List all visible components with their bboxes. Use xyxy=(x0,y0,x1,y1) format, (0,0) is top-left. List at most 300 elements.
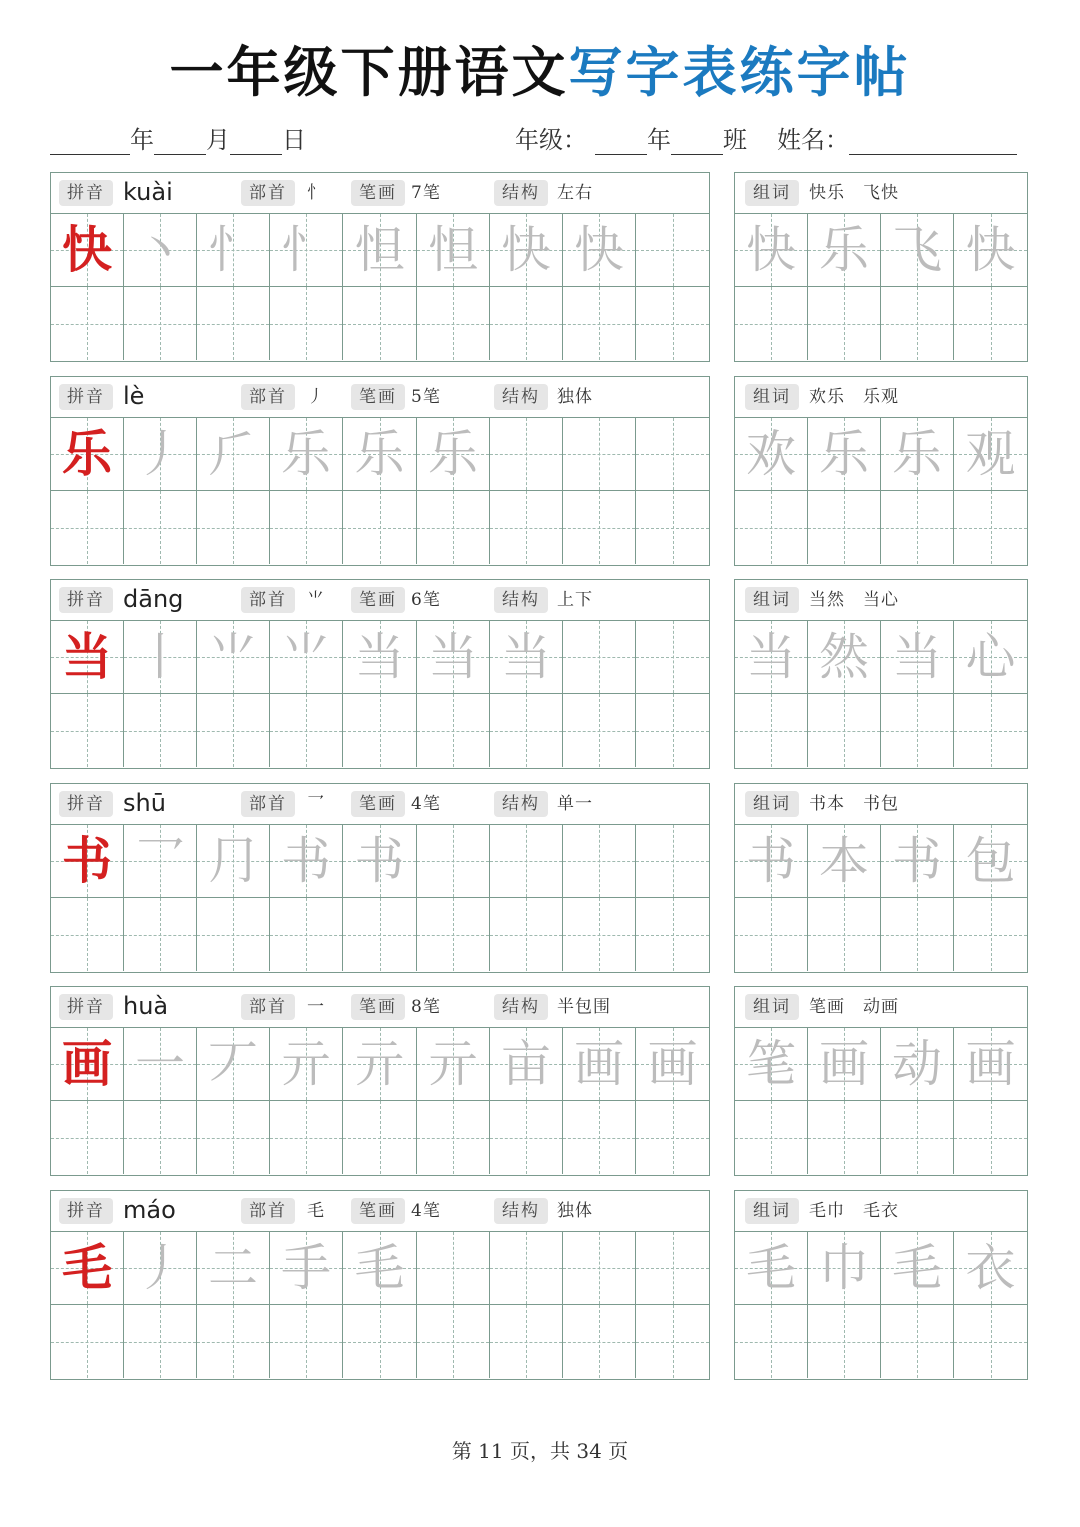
grid-cell[interactable] xyxy=(563,898,636,971)
trace-character: 当 xyxy=(428,628,478,686)
guide-line xyxy=(599,621,600,693)
guide-line xyxy=(917,287,918,360)
strokes-value: 4笔 xyxy=(411,794,441,814)
word-grid xyxy=(735,1232,1027,1379)
grid-cell[interactable] xyxy=(490,1101,563,1174)
guide-line xyxy=(306,287,307,360)
month-label: 月 xyxy=(206,126,230,154)
grid-cell[interactable] xyxy=(197,694,270,767)
pinyin-value: dāng xyxy=(123,585,184,613)
grid-cell[interactable] xyxy=(808,621,881,694)
trace-character: 巾 xyxy=(819,1239,869,1297)
grid-cell[interactable] xyxy=(563,621,636,694)
pinyin-tag: 拼音 xyxy=(59,791,113,817)
strokes-value: 4笔 xyxy=(411,1201,441,1221)
radical-tag: 部首 xyxy=(241,791,295,817)
grid-cell[interactable] xyxy=(343,214,417,287)
grid-cell[interactable] xyxy=(490,214,563,287)
student-fields xyxy=(515,120,1017,155)
grid-cell[interactable] xyxy=(124,1232,197,1305)
grade-blank[interactable] xyxy=(595,128,647,155)
grid-cell[interactable] xyxy=(124,825,197,898)
month-blank[interactable] xyxy=(154,128,206,155)
writing-grid xyxy=(51,214,709,361)
grid-cell[interactable] xyxy=(51,1305,124,1378)
grid-cell[interactable] xyxy=(954,491,1027,564)
grid-cell[interactable] xyxy=(51,621,124,694)
grid-cell[interactable] xyxy=(490,825,563,898)
trace-character: 乐 xyxy=(354,425,405,483)
guide-line xyxy=(380,287,381,360)
grid-cell[interactable] xyxy=(735,825,808,898)
grid-cell[interactable] xyxy=(124,1305,197,1378)
writing-grid xyxy=(51,825,709,972)
guide-line xyxy=(844,1305,845,1378)
trace-character: 然 xyxy=(819,628,869,686)
grid-cell[interactable] xyxy=(636,898,709,971)
word-practice-block xyxy=(734,579,1028,769)
pinyin-tag: 拼音 xyxy=(59,1198,113,1224)
grid-cell[interactable] xyxy=(197,287,270,360)
strokes-tag: 笔画 xyxy=(351,384,405,410)
page-footer: 第 11 页，共 34 页 xyxy=(451,1439,629,1463)
grid-cell[interactable] xyxy=(197,1232,270,1305)
day-blank[interactable] xyxy=(230,128,282,155)
guide-line xyxy=(453,1101,454,1174)
grid-cell[interactable] xyxy=(735,898,808,971)
trace-character: 乐 xyxy=(819,221,869,279)
day-label: 日 xyxy=(282,126,306,154)
pinyin-tag: 拼音 xyxy=(59,384,113,410)
guide-line xyxy=(991,898,992,971)
grid-cell[interactable] xyxy=(563,1305,636,1378)
words-value: 书本 书包 xyxy=(809,794,899,814)
grid-cell[interactable] xyxy=(636,694,709,767)
grid-cell[interactable] xyxy=(636,418,709,491)
guide-line xyxy=(844,694,845,767)
grid-cell[interactable] xyxy=(417,1028,490,1101)
guide-line xyxy=(160,898,161,971)
grid-cell[interactable] xyxy=(270,214,343,287)
grid-cell[interactable] xyxy=(954,825,1027,898)
grid-cell[interactable] xyxy=(51,1232,124,1305)
grid-cell[interactable] xyxy=(417,214,490,287)
grid-cell[interactable] xyxy=(124,898,197,971)
guide-line xyxy=(673,418,674,490)
grid-cell[interactable] xyxy=(954,621,1027,694)
grid-cell[interactable] xyxy=(197,825,270,898)
guide-line xyxy=(87,694,88,767)
grid-cell[interactable] xyxy=(808,214,881,287)
guide-line xyxy=(771,694,772,767)
guide-line xyxy=(160,491,161,564)
grid-cell[interactable] xyxy=(343,418,417,491)
grid-cell[interactable] xyxy=(563,1232,636,1305)
grid-cell[interactable] xyxy=(808,418,881,491)
grid-cell[interactable] xyxy=(808,1232,881,1305)
grid-cell[interactable] xyxy=(881,621,954,694)
model-character: 书 xyxy=(62,832,112,890)
grid-cell[interactable] xyxy=(563,1028,636,1101)
grid-cell[interactable] xyxy=(270,287,343,360)
guide-line xyxy=(771,1305,772,1378)
grid-cell[interactable] xyxy=(954,1232,1027,1305)
character-practice-block xyxy=(50,986,710,1176)
grid-cell[interactable] xyxy=(197,491,270,564)
trace-character: ⺌ xyxy=(208,628,258,686)
words-tag: 组词 xyxy=(745,587,799,613)
grid-cell[interactable] xyxy=(417,898,490,971)
grid-cell[interactable] xyxy=(124,214,197,287)
grid-cell[interactable] xyxy=(124,621,197,694)
trace-character: 动 xyxy=(892,1035,942,1093)
grid-cell[interactable] xyxy=(636,287,709,360)
trace-character: 包 xyxy=(965,832,1016,890)
word-practice-block xyxy=(734,986,1028,1176)
character-info-header xyxy=(51,784,709,825)
pinyin-value: lè xyxy=(123,382,145,410)
guide-line xyxy=(599,1232,600,1304)
grid-cell[interactable] xyxy=(881,214,954,287)
radical-tag: 部首 xyxy=(241,180,295,206)
grid-cell[interactable] xyxy=(954,694,1027,767)
guide-line xyxy=(526,1101,527,1174)
grid-cell[interactable] xyxy=(270,898,343,971)
guide-line xyxy=(380,1101,381,1174)
guide-line xyxy=(87,491,88,564)
grid-cell[interactable] xyxy=(51,1101,124,1174)
grid-cell[interactable] xyxy=(270,1101,343,1174)
guide-line xyxy=(526,1305,527,1378)
grid-cell[interactable] xyxy=(124,1028,197,1101)
pinyin-value: máo xyxy=(123,1196,176,1224)
grid-cell[interactable] xyxy=(417,1232,490,1305)
grid-cell[interactable] xyxy=(954,1101,1027,1174)
character-info-header xyxy=(51,377,709,418)
guide-line xyxy=(673,214,674,286)
grid-cell[interactable] xyxy=(636,825,709,898)
grid-cell[interactable] xyxy=(51,825,124,898)
grid-cell[interactable] xyxy=(124,694,197,767)
grid-cell[interactable] xyxy=(343,825,417,898)
grid-cell[interactable] xyxy=(636,1101,709,1174)
guide-line xyxy=(380,1305,381,1378)
grid-cell[interactable] xyxy=(808,694,881,767)
grid-cell[interactable] xyxy=(417,694,490,767)
grid-cell[interactable] xyxy=(881,287,954,360)
guide-line xyxy=(673,694,674,767)
grid-cell[interactable] xyxy=(124,1101,197,1174)
writing-grid xyxy=(51,621,709,768)
grid-cell[interactable] xyxy=(881,694,954,767)
grid-cell[interactable] xyxy=(197,621,270,694)
guide-line xyxy=(306,491,307,564)
trace-character: 毛 xyxy=(892,1239,942,1297)
word-grid xyxy=(735,1028,1027,1175)
grid-cell[interactable] xyxy=(343,1028,417,1101)
grid-cell[interactable] xyxy=(197,214,270,287)
grid-cell[interactable] xyxy=(636,1028,709,1101)
grid-cell[interactable] xyxy=(270,825,343,898)
grid-cell[interactable] xyxy=(563,418,636,491)
radical-value: 毛 xyxy=(307,1201,325,1221)
grid-cell[interactable] xyxy=(343,898,417,971)
guide-line xyxy=(673,1305,674,1378)
grid-cell[interactable] xyxy=(735,491,808,564)
grid-cell[interactable] xyxy=(490,621,563,694)
character-info-header xyxy=(51,580,709,621)
trace-character: 乐 xyxy=(819,425,869,483)
grid-cell[interactable] xyxy=(881,1101,954,1174)
grid-cell[interactable] xyxy=(343,1232,417,1305)
character-practice-block xyxy=(50,579,710,769)
grid-cell[interactable] xyxy=(563,1101,636,1174)
grid-cell[interactable] xyxy=(343,1305,417,1378)
guide-line xyxy=(87,1101,88,1174)
guide-line xyxy=(771,287,772,360)
guide-line xyxy=(380,898,381,971)
guide-line xyxy=(526,287,527,360)
grid-cell[interactable] xyxy=(735,621,808,694)
grid-cell[interactable] xyxy=(490,694,563,767)
grid-cell[interactable] xyxy=(270,491,343,564)
grid-cell[interactable] xyxy=(270,1028,343,1101)
words-tag: 组词 xyxy=(745,1198,799,1224)
strokes-tag: 笔画 xyxy=(351,994,405,1020)
word-grid xyxy=(735,418,1027,565)
grid-cell[interactable] xyxy=(490,1028,563,1101)
grid-cell[interactable] xyxy=(636,1232,709,1305)
guide-line xyxy=(453,1232,454,1304)
radical-tag: 部首 xyxy=(241,384,295,410)
grid-cell[interactable] xyxy=(954,214,1027,287)
grid-cell[interactable] xyxy=(417,491,490,564)
grid-cell[interactable] xyxy=(343,1101,417,1174)
word-info-header xyxy=(735,580,1027,621)
grid-cell[interactable] xyxy=(636,621,709,694)
grid-cell[interactable] xyxy=(417,418,490,491)
guide-line xyxy=(453,898,454,971)
grid-cell[interactable] xyxy=(735,1028,808,1101)
grid-cell[interactable] xyxy=(51,1028,124,1101)
grid-cell[interactable] xyxy=(270,1232,343,1305)
guide-line xyxy=(917,1101,918,1174)
grid-cell[interactable] xyxy=(735,694,808,767)
trace-character: 书 xyxy=(354,832,405,890)
grid-cell[interactable] xyxy=(563,694,636,767)
trace-character: 当 xyxy=(354,628,405,686)
grid-cell[interactable] xyxy=(197,1101,270,1174)
guide-line xyxy=(991,1101,992,1174)
grid-cell[interactable] xyxy=(490,418,563,491)
guide-line xyxy=(771,1101,772,1174)
grid-cell[interactable] xyxy=(343,491,417,564)
grid-cell[interactable] xyxy=(270,621,343,694)
grid-cell[interactable] xyxy=(881,1232,954,1305)
guide-line xyxy=(771,491,772,564)
grid-cell[interactable] xyxy=(954,1305,1027,1378)
words-tag: 组词 xyxy=(745,994,799,1020)
grid-cell[interactable] xyxy=(51,418,124,491)
grid-cell[interactable] xyxy=(735,287,808,360)
trace-character: 乐 xyxy=(428,425,478,483)
grid-cell[interactable] xyxy=(881,1028,954,1101)
grid-cell[interactable] xyxy=(881,1305,954,1378)
grid-cell[interactable] xyxy=(808,898,881,971)
grid-cell[interactable] xyxy=(808,287,881,360)
character-info-header xyxy=(51,987,709,1028)
guide-line xyxy=(233,1305,234,1378)
name-blank[interactable] xyxy=(849,128,1017,155)
grid-cell[interactable] xyxy=(51,694,124,767)
grid-cell[interactable] xyxy=(197,898,270,971)
trace-character: 乛 xyxy=(135,832,185,890)
grid-cell[interactable] xyxy=(808,825,881,898)
grid-cell[interactable] xyxy=(270,694,343,767)
grid-cell[interactable] xyxy=(881,491,954,564)
radical-value: ⺌ xyxy=(307,590,325,610)
grid-cell[interactable] xyxy=(417,287,490,360)
word-grid xyxy=(735,621,1027,768)
strokes-tag: 笔画 xyxy=(351,1198,405,1224)
grid-cell[interactable] xyxy=(124,287,197,360)
guide-line xyxy=(844,898,845,971)
writing-grid xyxy=(51,1028,709,1175)
guide-line xyxy=(453,825,454,897)
grid-cell[interactable] xyxy=(417,621,490,694)
writing-grid xyxy=(51,418,709,565)
grid-cell[interactable] xyxy=(735,1232,808,1305)
trace-character: 乐 xyxy=(892,425,942,483)
grid-cell[interactable] xyxy=(343,287,417,360)
grid-cell[interactable] xyxy=(954,287,1027,360)
word-practice-block xyxy=(734,1190,1028,1380)
structure-tag: 结构 xyxy=(494,1198,548,1224)
grid-cell[interactable] xyxy=(808,1101,881,1174)
grid-cell[interactable] xyxy=(343,694,417,767)
words-value: 笔画 动画 xyxy=(809,997,899,1017)
words-value: 欢乐 乐观 xyxy=(809,387,899,407)
model-character: 当 xyxy=(62,628,112,686)
trace-character: ⺆ xyxy=(208,832,258,890)
guide-line xyxy=(453,491,454,564)
guide-line xyxy=(844,287,845,360)
grid-cell[interactable] xyxy=(636,1305,709,1378)
grid-cell[interactable] xyxy=(881,418,954,491)
grid-cell[interactable] xyxy=(490,1232,563,1305)
grid-cell[interactable] xyxy=(490,1305,563,1378)
grid-cell[interactable] xyxy=(563,287,636,360)
pinyin-value: kuài xyxy=(123,178,173,206)
guide-line xyxy=(160,1101,161,1174)
grid-cell[interactable] xyxy=(563,825,636,898)
guide-line xyxy=(526,418,527,490)
grid-cell[interactable] xyxy=(954,1028,1027,1101)
grid-cell[interactable] xyxy=(808,491,881,564)
structure-value: 独体 xyxy=(557,387,593,407)
grid-cell[interactable] xyxy=(343,621,417,694)
strokes-tag: 笔画 xyxy=(351,791,405,817)
grid-cell[interactable] xyxy=(563,491,636,564)
grid-cell[interactable] xyxy=(808,1305,881,1378)
grid-cell[interactable] xyxy=(51,287,124,360)
grid-cell[interactable] xyxy=(124,491,197,564)
trace-character: 快 xyxy=(746,221,796,279)
guide-line xyxy=(380,491,381,564)
grid-cell[interactable] xyxy=(808,1028,881,1101)
grid-cell[interactable] xyxy=(490,898,563,971)
grid-cell[interactable] xyxy=(417,825,490,898)
grid-cell[interactable] xyxy=(636,491,709,564)
guide-line xyxy=(380,694,381,767)
strokes-value: 6笔 xyxy=(411,590,441,610)
guide-line xyxy=(306,694,307,767)
grid-cell[interactable] xyxy=(417,1305,490,1378)
guide-line xyxy=(771,898,772,971)
grid-cell[interactable] xyxy=(735,1305,808,1378)
guide-line xyxy=(673,491,674,564)
guide-line xyxy=(844,1101,845,1174)
trace-character: 丿 xyxy=(135,1239,185,1297)
grid-cell[interactable] xyxy=(197,418,270,491)
grid-cell[interactable] xyxy=(954,898,1027,971)
words-value: 快乐 飞快 xyxy=(809,183,899,203)
guide-line xyxy=(673,287,674,360)
trace-character: ⺁ xyxy=(208,425,258,483)
grid-cell[interactable] xyxy=(954,418,1027,491)
guide-line xyxy=(917,898,918,971)
grid-cell[interactable] xyxy=(197,1305,270,1378)
grid-cell[interactable] xyxy=(735,214,808,287)
grid-cell[interactable] xyxy=(124,418,197,491)
grid-cell[interactable] xyxy=(51,214,124,287)
grid-cell[interactable] xyxy=(735,418,808,491)
year-blank[interactable] xyxy=(50,128,130,155)
trace-character: 毛 xyxy=(354,1239,405,1297)
grid-cell[interactable] xyxy=(417,1101,490,1174)
grid-cell[interactable] xyxy=(197,1028,270,1101)
trace-character: 怛 xyxy=(428,221,478,279)
words-tag: 组词 xyxy=(745,180,799,206)
class-blank[interactable] xyxy=(671,128,723,155)
grid-cell[interactable] xyxy=(881,898,954,971)
grid-cell[interactable] xyxy=(51,898,124,971)
guide-line xyxy=(233,1101,234,1174)
radical-tag: 部首 xyxy=(241,1198,295,1224)
grid-cell[interactable] xyxy=(490,287,563,360)
pinyin-tag: 拼音 xyxy=(59,180,113,206)
grid-cell[interactable] xyxy=(881,825,954,898)
trace-character: ⺌ xyxy=(281,628,331,686)
grid-cell[interactable] xyxy=(636,214,709,287)
structure-value: 左右 xyxy=(557,183,593,203)
grid-cell[interactable] xyxy=(270,1305,343,1378)
trace-character: 亓 xyxy=(354,1035,405,1093)
grid-cell[interactable] xyxy=(563,214,636,287)
guide-line xyxy=(233,898,234,971)
grid-cell[interactable] xyxy=(735,1101,808,1174)
grid-cell[interactable] xyxy=(51,491,124,564)
radical-value: 忄 xyxy=(307,183,325,203)
grid-cell[interactable] xyxy=(270,418,343,491)
trace-character: 观 xyxy=(965,425,1016,483)
word-practice-block xyxy=(734,172,1028,362)
trace-character: 丨 xyxy=(135,628,185,686)
page-title xyxy=(0,30,1080,107)
grid-cell[interactable] xyxy=(490,491,563,564)
trace-character: 忄 xyxy=(208,221,258,279)
guide-line xyxy=(87,1305,88,1378)
